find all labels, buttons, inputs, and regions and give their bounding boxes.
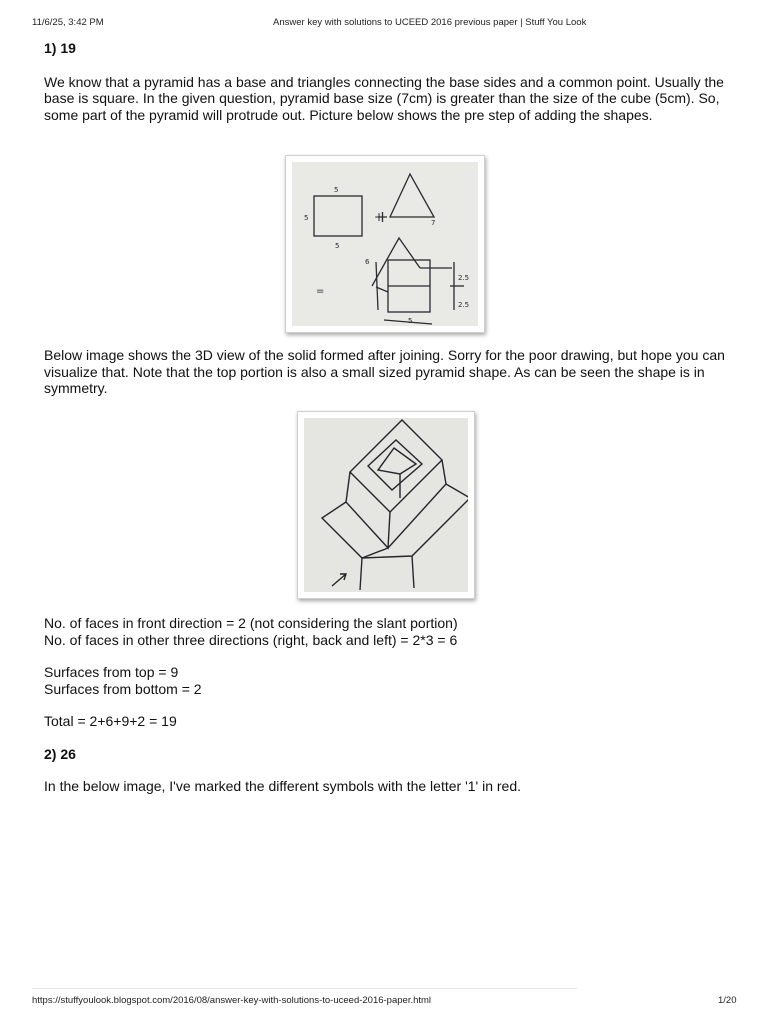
label-2-5-lower: 2.5 (458, 301, 470, 309)
label-2-5-upper: 2.5 (458, 274, 470, 282)
print-page-number: 1/20 (718, 995, 737, 1006)
print-page-url[interactable]: https://stuffyoulook.blogspot.com/2016/08/answer-key-with-solutions-to-uceed-2016-paper.html (32, 995, 432, 1006)
label-5-bottom: 5 (335, 242, 340, 250)
label-equals: = (316, 286, 325, 297)
surfaces-top-line: Surfaces from top = 9 (44, 664, 179, 680)
answer-1-heading: 1) 19 (44, 40, 76, 56)
answer-2-heading: 2) 26 (44, 745, 76, 762)
print-page-title: Answer key with solutions to UCEED 2016 previous paper | Stuff You Look (273, 17, 587, 28)
label-6: 6 (365, 258, 370, 266)
sketch-3d-view-figure (297, 411, 475, 599)
label-5-top: 5 (334, 186, 339, 194)
footer-divider (32, 988, 577, 989)
sketch-3d-view-drawing (304, 418, 468, 592)
surfaces-bottom-line: Surfaces from bottom = 2 (44, 680, 202, 697)
total-line: Total = 2+6+9+2 = 19 (44, 713, 177, 729)
answer-1-calculation (44, 615, 734, 795)
answer-1-paragraph-1: We know that a pyramid has a base and triangles connecting the base sides and a common point. Usually the base is square. In the given question, pyramid base size (7cm) is greater than the size of the cube (5cm). So, some part of the pyramid will protrude out. Picture below shows the pre step of adding the shapes. (44, 73, 724, 123)
label-plus: + (374, 210, 385, 224)
answer-1-paragraph-2: Below image shows the 3D view of the solid formed after joining. Sorry for the poor drawing, but hope you can visualize that. Note that the top portion is also a small sized pyramid shape. As can be seen the shape is in symmetry. (44, 347, 725, 396)
faces-other-line: No. of faces in other three directions (right, back and left) = 2*3 = 6 (44, 631, 458, 648)
sketch-pre-step-drawing (292, 162, 478, 326)
label-5-dimension: 5 (408, 317, 413, 325)
faces-front-line: No. of faces in front direction = 2 (not considering the slant portion) (44, 615, 458, 631)
answer-2-paragraph: In the below image, I've marked the different symbols with the letter '1' in red. (44, 778, 521, 794)
label-5-left: 5 (304, 214, 309, 222)
print-datetime: 11/6/25, 3:42 PM (32, 17, 104, 28)
label-7: 7 (431, 219, 436, 227)
sketch-pre-step-figure (285, 155, 485, 333)
